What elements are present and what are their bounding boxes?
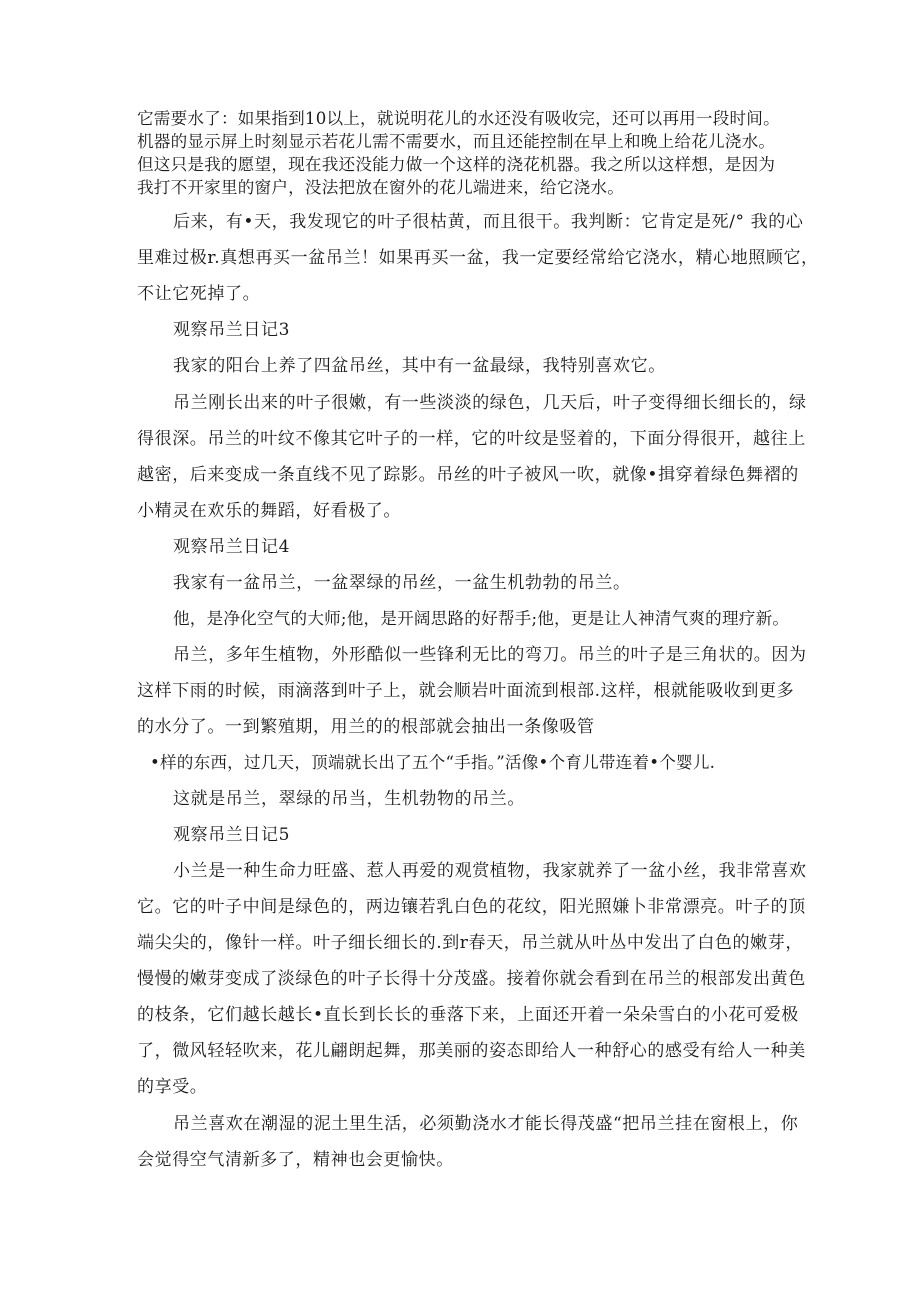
paragraph-line: 不让它死掉了。 (137, 284, 261, 304)
paragraph-line: 端尖尖的，像针一样。叶子细长细长的.到r春天，吊兰就从叶丛中发出了白色的嫩芽， (137, 933, 803, 953)
paragraph-line: 吊兰喜欢在潮湿的泥土里生活，必须勤浇水才能长得茂盛“把吊兰挂在窗根上，你 (173, 1114, 799, 1134)
paragraph-line: 它需要水了：如果指到10以上，就说明花儿的水还没有吸收完，还可以再用一段时间。 (137, 109, 780, 128)
paragraph-line: 的水分了。一到繁殖期，用兰的的根部就会抽出一条像吸管 (137, 717, 595, 737)
paragraph-line: 了，微风轻轻吹来，花儿翩朗起舞，那美丽的姿态即给人一种舒心的感受有给人一种美 (137, 1041, 806, 1061)
paragraph-line: 小兰是一种生命力旺盛、惹人再爱的观赏植物，我家就养了一盆小丝，我非常喜欢 (173, 861, 807, 881)
paragraph-line: 会觉得空气清新多了，精神也会更愉快。 (137, 1150, 454, 1170)
paragraph-line: 它。它的叶子中间是绿色的，两边镶若乳白色的花纹，阳光照嫌卜非常漂亮。叶子的顶 (137, 897, 806, 917)
section-heading: 观察吊兰日记3 (173, 320, 291, 340)
paragraph-line: 的枝条，它们越长越长•直长到长长的垂落下来，上面还开着一朵朵雪白的小花可爱极 (137, 1005, 799, 1025)
paragraph-line: •样的东西，过几天，顶端就长出了五个“手指。”活像•个育儿带连着•个婴儿. (150, 753, 716, 772)
section-heading: 观察吊兰日记4 (173, 537, 291, 557)
paragraph-line: 的享受。 (137, 1077, 208, 1097)
paragraph-line: 吊兰，多年生植物，外形酷似一些锋利无比的弯刀。吊兰的叶子是三角状的。因为 (173, 645, 807, 665)
paragraph-line: 机器的显示屏上时刻显示若花儿需不需要水，而且还能控制在早上和晚上给花儿浇水。 (137, 132, 776, 151)
paragraph-line: 小精灵在欢乐的舞蹈，好看极了。 (137, 501, 401, 521)
section-heading: 观察吊兰日记5 (173, 825, 291, 845)
paragraph-line: 我家的阳台上养了四盆吊丝，其中有一盆最绿，我特别喜欢它。 (173, 356, 666, 376)
paragraph-line: 这样下雨的时候，雨滴落到叶子上，就会顺岩叶面流到根部.这样，根就能吸收到更多 (137, 681, 795, 701)
paragraph-line: 里难过极r.真想再买一盆吊兰！如果再买一盆，我一定要经常给它浇水，精心地照顾它， (137, 248, 819, 268)
paragraph-line: 后来，有•天，我发现它的叶子很枯黄，而且很干。我判断：它肯定是死/° 我的心 (173, 212, 804, 232)
paragraph-line: 我打不开家里的窗户，没法把放在窗外的花儿端进来，给它浇水。 (137, 178, 625, 197)
paragraph-line: 越密，后来变成一条直线不见了踪影。吊丝的叶子被风一吹，就像•揖穿着绿色舞褶的 (137, 465, 799, 485)
paragraph-line: 但这只是我的愿望，现在我还没能力做一个这样的浇花机器。我之所以这样想，是因为 (137, 155, 776, 174)
paragraph-line: 这就是吊兰，翠绿的吊当，生机勃物的吊兰。 (173, 789, 525, 809)
paragraph-line: 得很深。吊兰的叶纹不像其它叶子的一样，它的叶纹是竖着的，下面分得很开，越往上 (137, 429, 806, 449)
paragraph-line: 吊兰刚长出来的叶子很嫩，有一些淡淡的绿色，几天后，叶子变得细长细长的，绿 (173, 393, 807, 413)
paragraph-line: 我家有一盆吊兰，一盆翠绿的吊丝，一盆生机勃勃的吊兰。 (173, 573, 631, 593)
paragraph-line: 他，是净化空气的大师;他，是开阔思路的好帮手;他，更是让人神清气爽的理疗新。 (173, 609, 790, 628)
paragraph-line: 慢慢的嫩芽变成了淡绿色的叶子长得十分茂盛。接着你就会看到在吊兰的根部发出黄色 (137, 969, 806, 989)
